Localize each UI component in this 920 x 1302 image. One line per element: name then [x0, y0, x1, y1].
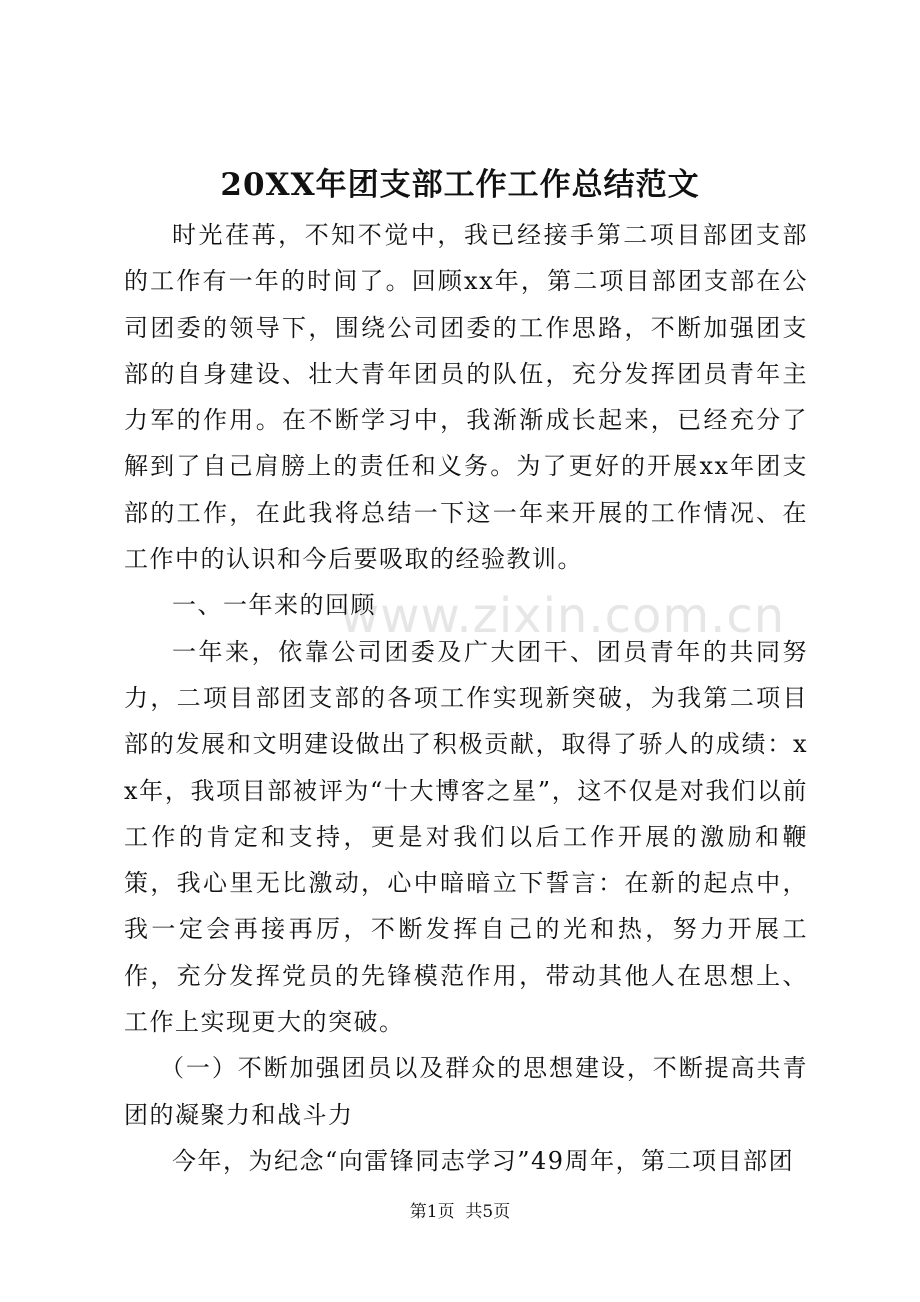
review-paragraph: 一年来，依靠公司团委及广大团干、团员青年的共同努力，二项目部团支部的各项工作实现新突破，为我第二项目部的发展和文明建设做出了积极贡献，取得了骄人的成绩：xx年，我项目部被评为“十大博客之星”，这不仅是对我们以前工作的肯定和支持，更是对我们以后工作开展的激励和鞭策，我心里无比激动，心中暗暗立下誓言：在新的起点中，我一定会再接再厉，不断发挥自己的光和热，努力开展工作，充分发挥党员的先锋模范作用，带动其他人在思想上、工作上实现更大的突破。 — [124, 637, 808, 1037]
page-total: 共5页 — [465, 1202, 511, 1222]
subsection-heading-thought-building: （一）不断加强团员以及群众的思想建设，不断提高共青团的凝聚力和战斗力 — [124, 1054, 808, 1129]
page-number: 第1页 — [409, 1202, 455, 1222]
document-body — [124, 212, 808, 1184]
section-heading-review: 一、一年来的回顾 — [172, 591, 376, 620]
document-title: 20XX年团支部工作工作总结范文 — [220, 167, 700, 203]
page-footer — [0, 1200, 920, 1224]
intro-paragraph: 时光荏苒，不知不觉中，我已经接手第二项目部团支部的工作有一年的时间了。回顾xx年，第二项目部团支部在公司团委的领导下，围绕公司团委的工作思路，不断加强团支部的自身建设、壮大青年团员的队伍，充分发挥团员青年主力军的作用。在不断学习中，我渐渐成长起来，已经充分了解到了自己肩膀上的责任和义务。为了更好的开展xx年团支部的工作，在此我将总结一下这一年来开展的工作情况、在工作中的认识和今后要吸取的经验教训。 — [124, 221, 808, 574]
watermark-text: www.zixin.com.cn — [340, 588, 786, 644]
commemoration-paragraph: 今年，为纪念“向雷锋同志学习”49周年，第二项目部团 — [172, 1146, 795, 1175]
